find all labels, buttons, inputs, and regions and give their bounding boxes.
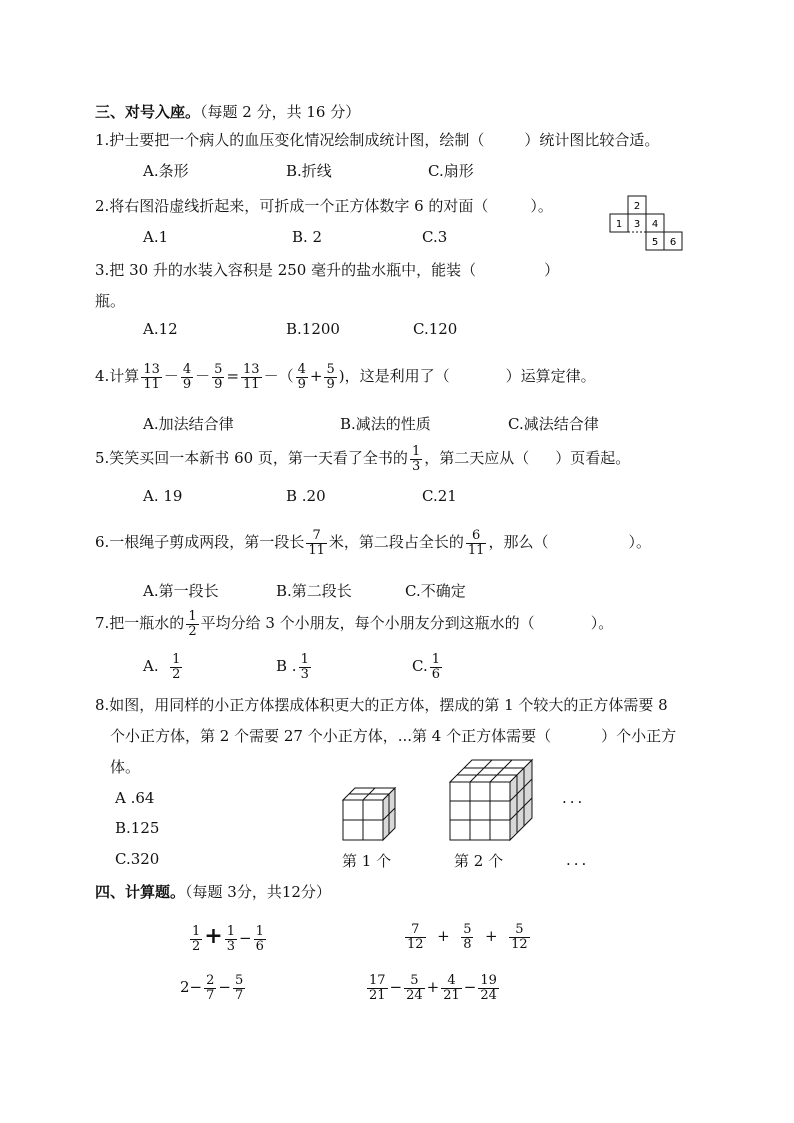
- q6-text-b: 米，第二段占全长的: [328, 533, 464, 551]
- calc2-frac-2: $\frac{5}{8}$: [463, 921, 472, 952]
- net-number-1: 1: [615, 219, 623, 230]
- q7-option-c: [412, 648, 444, 684]
- q4-option-c: C.减法结合律: [508, 415, 599, 433]
- q4-frac-a: $\frac{13}{11}$: [143, 361, 160, 392]
- q5-option-c: C.21: [422, 487, 457, 505]
- calc-expression-3: 2− $\frac{2}{7}$ − $\frac{5}{7}$: [180, 972, 244, 1003]
- calc3-whole: 2: [180, 978, 190, 996]
- net-number-6: 6: [669, 237, 677, 248]
- q8-ellipsis-top: ...: [562, 789, 586, 807]
- q6-option-a: A.第一段长: [143, 582, 219, 600]
- calc3-frac-2: $\frac{5}{7}$: [234, 972, 244, 1003]
- q5-frac: $\frac{1}{3}$: [411, 443, 421, 474]
- q6-option-b: B.第二段长: [276, 582, 352, 600]
- q1-stem: [95, 129, 659, 150]
- q8-option-b: B.125: [115, 819, 160, 837]
- q2-option-a: A.1: [143, 228, 169, 246]
- net-number-3: 3: [633, 219, 641, 230]
- q1-option-a: A.条形: [143, 162, 189, 180]
- q8-caption-1: 第 1 个: [342, 852, 392, 870]
- q8-option-c: C.320: [115, 850, 160, 868]
- q8-caption-2: 第 2 个: [454, 852, 504, 870]
- q4-frac-e: $\frac{4}{9}$: [297, 361, 306, 392]
- q8-line1: 8.如图，用同样的小正方体摆成体积更大的正方体，摆成的第 1 个较大的正方体需要 8: [95, 696, 668, 714]
- q5-option-a: A. 19: [143, 487, 183, 505]
- cube-figure-2: [447, 758, 535, 842]
- calc4-frac-3: $\frac{4}{21}$: [443, 972, 460, 1003]
- q4-frac-d: $\frac{13}{11}$: [243, 361, 260, 392]
- q4-frac-f: $\frac{5}{9}$: [326, 361, 335, 392]
- q5-option-b: B .20: [286, 487, 326, 505]
- q6-text-a: 6.一根绳子剪成两段，第一段长: [95, 533, 305, 551]
- calc-expression-4: $\frac{17}{21}$ − $\frac{5}{24}$ + $\frac{4}{21}$ − $\frac{19}{24}$: [369, 972, 497, 1003]
- q7-stem: [95, 603, 613, 643]
- q2-option-b: B. 2: [292, 228, 323, 246]
- q2-text-b: ）。: [530, 197, 553, 215]
- q6-stem: [95, 522, 651, 562]
- q3-option-c: C.120: [413, 320, 458, 338]
- cube-net-figure: [608, 194, 688, 256]
- calc1-frac-1: $\frac{1}{2}$: [192, 923, 201, 954]
- q6-text-c: ，那么（: [488, 533, 549, 551]
- q8-line2: [110, 725, 676, 746]
- q7-option-a-frac: $\frac{1}{2}$: [172, 651, 181, 682]
- q8-line2-a: 个小正方体，第 2 个需要 27 个小正方体，...第 4 个正方体需要（: [110, 727, 552, 745]
- q8-line3: 体。: [110, 758, 141, 776]
- q7-option-b-label: B .: [276, 657, 297, 675]
- q4-prefix: 4.计算: [95, 367, 140, 385]
- q1-option-b: B.折线: [286, 162, 332, 180]
- q7-option-c-frac: $\frac{1}{6}$: [431, 651, 440, 682]
- q4-frac-c: $\frac{5}{9}$: [214, 361, 223, 392]
- q4-option-b: B.减法的性质: [340, 415, 431, 433]
- q8-option-a: A .64: [115, 789, 155, 807]
- calc3-frac-1: $\frac{2}{7}$: [206, 972, 215, 1003]
- q7-option-a-label: A.: [143, 657, 159, 675]
- net-number-2: 2: [633, 201, 641, 212]
- q1-option-c: C.扇形: [428, 162, 474, 180]
- section3-note: （每题 2 分，共 16 分）: [200, 103, 361, 121]
- calc-expression-2: $\frac{7}{12}$ + $\frac{5}{8}$ + $\frac{5}{12}$: [407, 921, 528, 952]
- calc4-frac-4: $\frac{19}{24}$: [480, 972, 497, 1003]
- q3-text-b: ）: [544, 261, 560, 279]
- q7-option-c-label: C.: [412, 657, 428, 675]
- q5-text-c: ）页看起。: [555, 449, 631, 467]
- q3-text-a: 3.把 30 升的水装入容积是 250 毫升的盐水瓶中，能装（: [95, 261, 477, 279]
- q4-option-a: A.加法结合律: [143, 415, 234, 433]
- q6-text-d: ）。: [628, 533, 651, 551]
- q2-option-c: C.3: [422, 228, 448, 246]
- q8-ellipsis-bottom: ...: [566, 851, 590, 869]
- q4-suffix-a: ，这是利用了（: [344, 367, 450, 385]
- q3-stem: [95, 259, 559, 280]
- calc-expression-1: $\frac{1}{2}$ + $\frac{1}{3}$ − $\frac{1}{6}$: [192, 923, 264, 954]
- q4-suffix-b: ）运算定律。: [505, 367, 596, 385]
- q5-text-a: 5.笑笑买回一本新书 60 页，第一天看了全书的: [95, 449, 408, 467]
- net-number-5: 5: [651, 237, 659, 248]
- q7-option-a: [143, 648, 184, 684]
- q3-option-a: A.12: [143, 320, 178, 338]
- q5-text-b: ，第二天应从（: [424, 449, 530, 467]
- q2-stem: [95, 195, 553, 216]
- calc1-frac-3: $\frac{1}{6}$: [255, 923, 264, 954]
- q4-frac-b: $\frac{4}{9}$: [182, 361, 192, 392]
- calc4-frac-1: $\frac{17}{21}$: [369, 972, 386, 1003]
- q1-text-b: ）统计图比较合适。: [524, 131, 660, 149]
- section3-title: 三、对号入座。: [95, 103, 201, 121]
- calc4-frac-2: $\frac{5}{24}$: [406, 972, 423, 1003]
- q2-text-a: 2.将右图沿虚线折起来，可折成一个正方体数字 6 的对面（: [95, 197, 489, 215]
- section4-title: 四、计算题。: [95, 883, 186, 901]
- section4-note: （每题 3分，共12分）: [185, 883, 331, 901]
- net-number-4: 4: [651, 219, 659, 230]
- cube-figure-1: [340, 786, 402, 842]
- q6-frac-1: $\frac{7}{11}$: [308, 527, 325, 558]
- q4-stem: 4.计算 $\frac{13}{11}$ － $\frac{4}{9}$ － $\frac{5}{9}$ = $\frac{13}{11}$ －（ $\frac{4}{9}$ + $\frac{5}{9}$ )，这是利用了（ ）运算定律。: [95, 361, 596, 392]
- q6-option-c: C.不确定: [405, 582, 466, 600]
- q5-stem: [95, 438, 630, 478]
- q7-option-b-frac: $\frac{1}{3}$: [300, 651, 309, 682]
- calc1-frac-2: $\frac{1}{3}$: [226, 923, 235, 954]
- q7-text-b: 平均分给 3 个小朋友，每个小朋友分到这瓶水的（: [200, 614, 535, 632]
- q7-frac: $\frac{1}{2}$: [188, 608, 197, 639]
- q1-text-a: 1.护士要把一个病人的血压变化情况绘制成统计图，绘制（: [95, 131, 485, 149]
- calc2-frac-1: $\frac{7}{12}$: [407, 921, 424, 952]
- section4-heading: [95, 881, 331, 902]
- q6-frac-2: $\frac{6}{11}$: [467, 527, 485, 558]
- section3-heading: [95, 101, 360, 122]
- q3-text-c: 瓶。: [95, 292, 126, 310]
- q7-text-a: 7.把一瓶水的: [95, 614, 185, 632]
- q7-option-b: [276, 648, 313, 684]
- q8-line2-b: ）个小正方: [601, 727, 677, 745]
- q3-option-b: B.1200: [286, 320, 340, 338]
- calc2-frac-3: $\frac{5}{12}$: [511, 921, 528, 952]
- q7-text-c: ）。: [590, 614, 614, 632]
